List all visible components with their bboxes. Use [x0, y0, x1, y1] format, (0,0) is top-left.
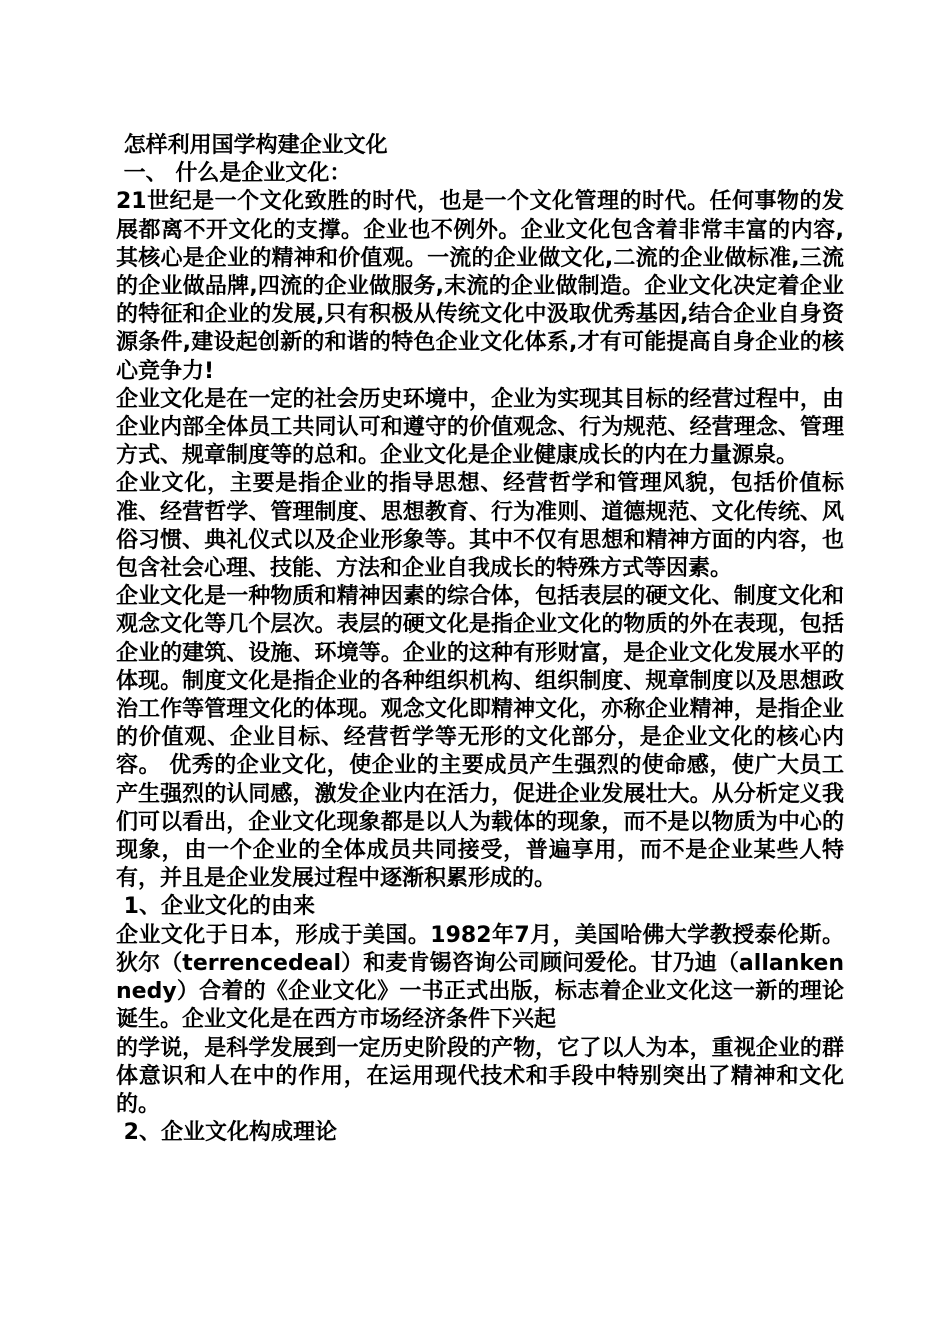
paragraph-origin: 企业文化于日本，形成于美国。1982年7月，美国哈佛大学教授泰伦斯。狄尔（terrencedeal）和麦肯锡咨询公司顾问爱伦。甘乃迪（allankennedy）合着的《企业文化》一书正式出版，标志着企业文化这一新的理论诞生。企业文化是在西方市场经济条件下兴起 [116, 922, 844, 1033]
section-heading-theory: 2、企业文化构成理论 [116, 1120, 337, 1146]
paragraph-definition: 企业文化是在一定的社会历史环境中，企业为实现其目标的经营过程中，由企业内部全体员工共同认可和遵守的价值观念、行为规范、经营理念、管理方式、规章制度等的总和。企业文化是企业健康成长的内在力量源泉。 [116, 386, 844, 469]
paragraph-intro: 21世纪是一个文化致胜的时代，也是一个文化管理的时代。任何事物的发展都离不开文化的支撑。企业也不例外。企业文化包含着非常丰富的内容,其核心是企业的精神和价值观。一流的企业做文化,二流的企业做标准,三流的企业做品牌,四流的企业做服务,末流的企业做制造。企业文化决定着企业的特征和企业的发展,只有积极从传统文化中汲取优秀基因,结合企业自身资源条件,建设起创新的和谐的特色企业文化体系,才有可能提高自身企业的核心竞争力! [116, 189, 844, 384]
document-title: 怎样利用国学构建企业文化 [116, 133, 388, 158]
section-heading-origin: 1、企业文化的由来 [116, 894, 315, 920]
paragraph-layers: 企业文化是一种物质和精神因素的综合体，包括表层的硬文化、制度文化和观念文化等几个层次。表层的硬文化是指企业文化的物质的外在表现，包括企业的建筑、设施、环境等。企业的这种有形财富，是企业文化发展水平的体现。制度文化是指企业的各种组织机构、组织制度、规章制度以及思想政治工作等管理文化的体现。观念文化即精神文化，亦称企业精神，是指企业的价值观、企业目标、经营哲学等无形的文化部分，是企业文化的核心内容。 优秀的企业文化，使企业的主要成员产生强烈的使命感，使广大员工产生强烈的认同感，激发企业内在活力，促进企业发展壮大。从分析定义我们可以看出，企业文化现象都是以人为载体的现象，而不是以物质为中心的现象，由一个企业的全体成员共同接受，普遍享用，而不是企业某些人特有，并且是企业发展过程中逐渐积累形成的。 [116, 584, 844, 892]
section-heading-what-is-culture: 一、 什么是企业文化： [116, 161, 352, 187]
document-body [116, 132, 844, 1147]
paragraph-content: 企业文化，主要是指企业的指导思想、经营哲学和管理风貌，包括价值标准、经营哲学、管理制度、思想教育、行为准则、道德规范、文化传统、风俗习惯、典礼仪式以及企业形象等。其中不仅有思想和精神方面的内容，也包含社会心理、技能、方法和企业自我成长的特殊方式等因素。 [116, 471, 844, 582]
paragraph-origin-continued: 的学说，是科学发展到一定历史阶段的产物，它了以人为本，重视企业的群体意识和人在中的作用，在运用现代技术和手段中特别突出了精神和文化的。 [116, 1035, 844, 1117]
